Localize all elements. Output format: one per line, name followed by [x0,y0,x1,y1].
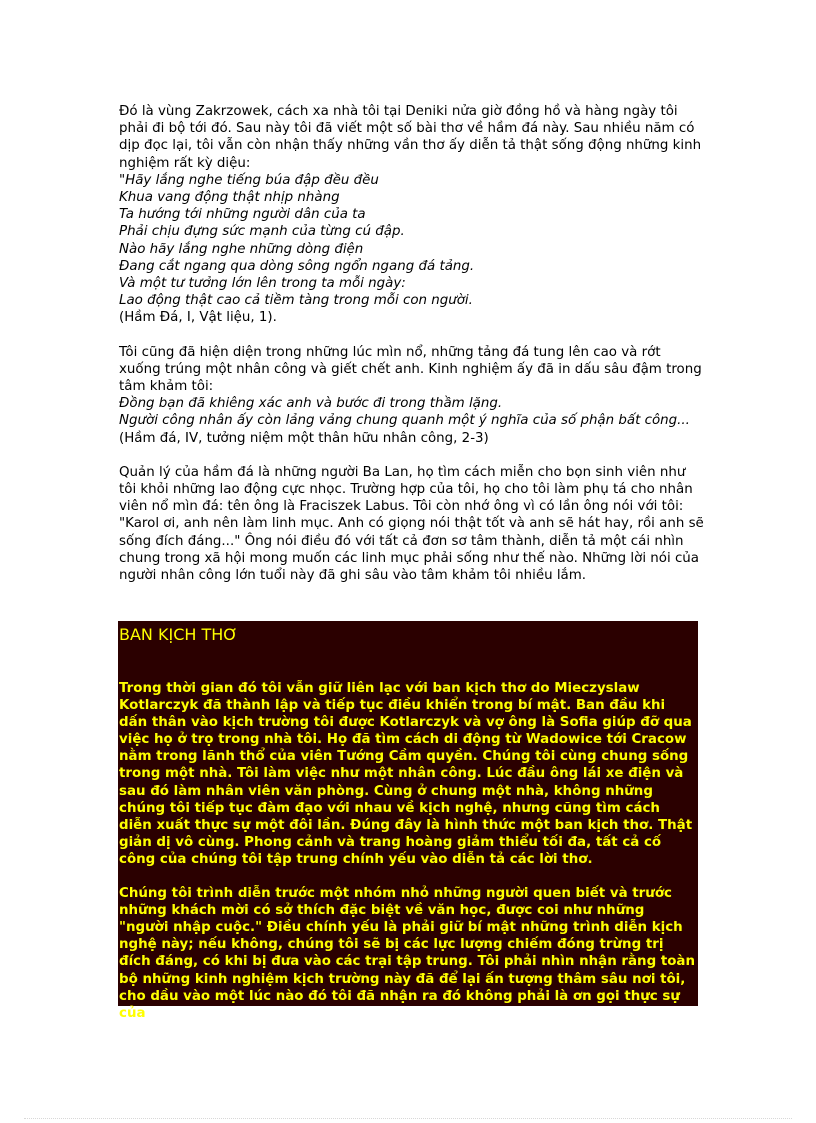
poetry-theatre-section [118,621,698,1021]
section-body [119,680,697,1022]
poem-line: Người công nhân ấy còn lảng vảng chung quanh một ý nghĩa của số phận bất công... [119,413,690,429]
section-paragraph: Chúng tôi trình diễn trước một nhóm nhỏ những người quen biết và trước những khách mời có sở thích đặc biệt về văn học, được coi như những "người nhập cuộc." Điều chính yếu là phải giữ bí mật những trình diễn kịch nghệ này; nếu không, chúng tôi sẽ bị các lực lượng chiếm đóng trừng trị đích đáng, có khi bị đưa vào các trại tập trung. Tôi phải nhìn nhận rằng toàn bộ những kinh nghiệm kịch trường này đã để lại ấn tượng thâm sâu nơi tôi, cho dầu vào một lúc nào đó tôi đã nhận ra đó không phải là ơn gọi thực sự của [119,886,695,1021]
second-paragraph: Tôi cũng đã hiện diện trong những lúc mìn nổ, những tảng đá tung lên cao và rớt xuống trúng một nhân công và giết chết anh. Kinh nghiệm ấy đã in dấu sâu đậm trong tâm khảm tôi: [119,344,702,395]
poem-citation: (Hầm Đá, I, Vật liệu, 1). [119,310,277,326]
poem-citation: (Hầm đá, IV, tưởng niệm một thân hữu nhân công, 2-3) [119,430,489,446]
section-paragraph: Trong thời gian đó tôi vẫn giữ liên lạc với ban kịch thơ do Mieczyslaw Kotlarczyk đã thành lập và tiếp tục điều khiển trong bí mật. Ban đầu khi dấn thân vào kịch trường tôi được Kotlarczyk và vợ ông là Sofia giúp đỡ qua việc họ ở trọ trong nhà tôi. Họ đã tìm cách di động từ Wadowice tới Cracow nằm trong lãnh thổ của viên Tướng Cầm quyền. Chúng tôi cùng chung sống trong một nhà. Tôi làm việc như một nhân công. Lúc đầu ông lái xe điện và sau đó làm nhân viên văn phòng. Cùng ở chung một nhà, không những chúng tôi tiếp tục đàm đạo với nhau về kịch nghệ, nhưng cũng tìm cách diễn xuất thực sự một đôi lần. Đúng đây là hình thức một ban kịch thơ. Thật giản dị vô cùng. Phong cảnh và trang hoàng giảm thiểu tối đa, tất cả cố công của chúng tôi tập trung chính yếu vào diễn tả các lời thơ. [119,681,693,867]
poem-line: Đang cắt ngang qua dòng sông ngổn ngang đá tảng. [119,258,475,274]
document-body [119,103,704,584]
section-title: BAN KỊCH THƠ [119,625,238,644]
poem-line: Đồng bạn đã khiêng xác anh và bước đi trong thầm lặng. [119,396,503,412]
paragraph-gap [119,447,704,464]
paragraph-gap [119,868,697,885]
memorial-poem [119,395,704,429]
third-paragraph: Quản lý của hầm đá là những người Ba Lan, họ tìm cách miễn cho bọn sinh viên như tôi khỏi những lao động cực nhọc. Trường hợp của tôi, họ cho tôi làm phụ tá cho nhân viên nổ mìn đá: tên ông là Fraciszek Labus. Tôi còn nhớ ông vì có lần ông nói với tôi: "Karol ơi, anh nên làm linh mục. Anh có giọng nói thật tốt và anh sẽ hát hay, rồi anh sẽ sống đích đáng..." Ông nói điều đó với tất cả đơn sơ tâm thành, diễn tả một cái nhìn chung trong xã hội mong muốn các linh mục phải sống như thế nào. Những lời nói của người nhân công lớn tuổi này đã ghi sâu vào tâm khảm tôi nhiều lắm. [119,464,704,584]
poem-line: Và một tư tưởng lớn lên trong ta mỗi ngày: [119,276,406,292]
page-bottom-divider [24,1118,792,1119]
poem-line: Ta hướng tới những người dân của ta [119,207,366,223]
paragraph-gap [119,327,704,344]
intro-paragraph: Đó là vùng Zakrzowek, cách xa nhà tôi tại Deniki nửa giờ đồng hồ và hàng ngày tôi phải đi bộ tới đó. Sau này tôi đã viết một số bài thơ về hầm đá này. Sau nhiều năm có dịp đọc lại, tôi vẫn còn nhận thấy những vần thơ ấy diễn tả thật sống động những kinh nghiệm rất kỳ diệu: [119,104,702,171]
poem-line: Nào hãy lắng nghe những dòng điện [119,241,364,257]
poem-line: "Hãy lắng nghe tiếng búa đập đều đều [119,172,379,188]
quarry-poem [119,172,704,310]
poem-line: Lao động thật cao cả tiềm tàng trong mỗi con người. [119,293,473,309]
poem-line: Khua vang động thật nhịp nhàng [119,190,340,206]
poem-line: Phải chịu đựng sức mạnh của từng cú đập. [119,224,405,240]
